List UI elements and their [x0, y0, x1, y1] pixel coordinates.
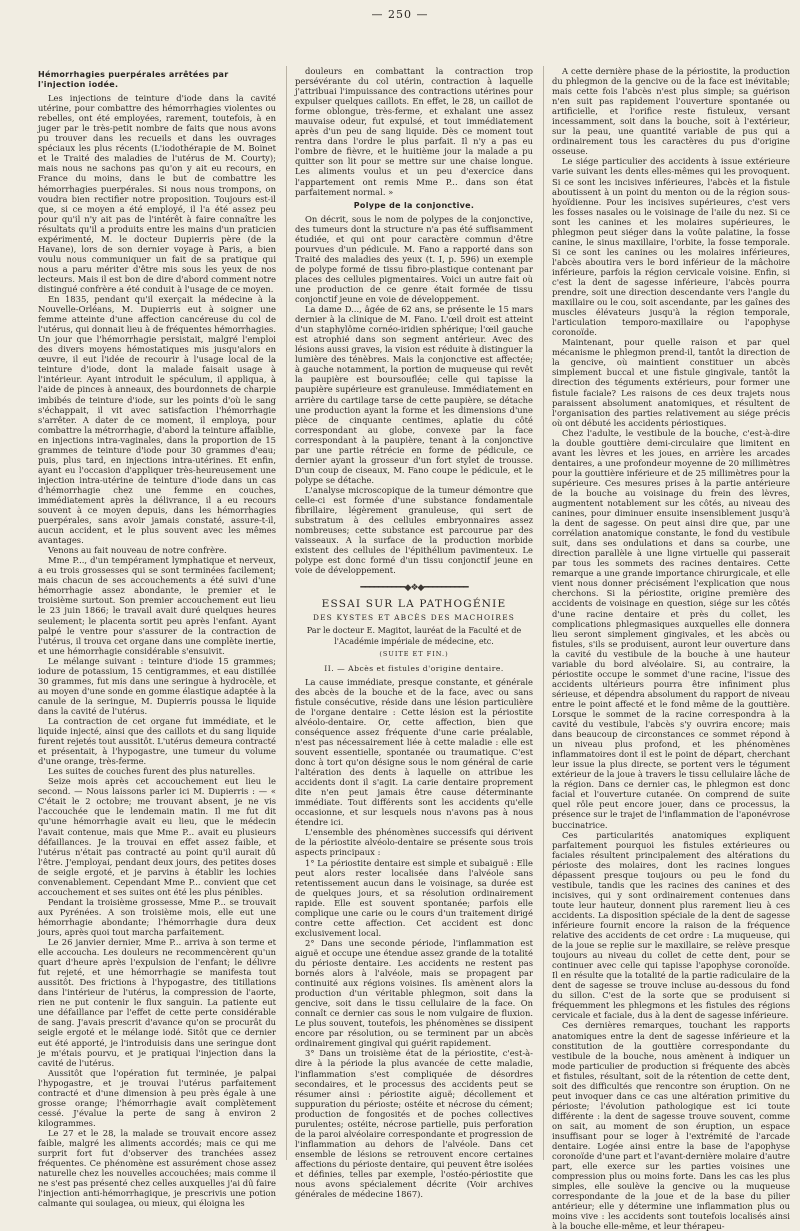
column-1 [38, 66, 276, 1209]
column-2-polype-body [295, 214, 533, 576]
paragraph: La contraction de cet organe fut immédiate, et le liquide injecté, ainsi que des caillots et du sang liquide furent rejetés tout aussitôt. L'utérus demeura contracté et présentait, à l'hypogastre, une tumeur du volume d'une orange, très-ferme. [38, 716, 276, 767]
article-byline: Par le docteur E. Magitot, lauréat de la Faculté et de l'Académie impériale de médecine, etc. [306, 626, 522, 646]
paragraph: Le mélange suivant : teinture d'iode 15 grammes; iodure de potassium, 15 centigrammes, et eau distillée 30 grammes, fut mis dans une seringue à hydrocèle, et au moyen d'une sonde en gomme élastique adaptée à la canule de la seringue, M. Dupierris poussa le liquide dans la cavité de l'utérus. [38, 655, 276, 716]
paragraph: Aussitôt que l'opération fut terminée, je palpai l'hypogastre, et je trouvai l'utérus parfaitement contracté et d'une dimension à peu près égale à une grosse orange; l'hémorrhagie avait complètement cessé. J'évalue la perte de sang à environ 2 kilogrammes. [38, 1067, 276, 1128]
paragraph: Le 26 janvier dernier, Mme P... arriva à son terme et elle accoucha. Les douleurs ne recommencèrent qu'un quart d'heure après l'expulsion de l'enfant; le délivre fut rejeté, et une hémorrhagie se manifesta tout aussitôt. Des frictions à l'hypogastre, des titillations dans l'intérieur de l'utérus, la compression de l'aorte, rien ne put contenir le flux sanguin. La patiente eut une défaillance par l'effet de cette perte considérable de sang. J'avais prescrit d'avance qu'on se procurât du seigle ergoté et le mélange iodé. Sitôt que ce dernier eut été apporté, je l'introduisis dans une seringue dont je m'étais pourvu, et je pratiquai l'injection dans la cavité de l'utérus. [38, 937, 276, 1068]
page-number: — 250 — [0, 8, 800, 21]
paragraph: Ces particularités anatomiques expliquent parfaitement pourquoi les fistules extérieures ou faciales résultent principalement des altérations du périoste des molaires, dont les racines longues dépassent presque toujours ou peu le fond du vestibule, tandis que les racines des canines et des incisives, qui y sont ordinairement contenues dans toute leur hauteur, donnent plus rarement lieu à ces accidents. La disposition spéciale de la dent de sagesse inférieure fournit encore la raison de la fréquence relative des accidents de cet ordre : La muqueuse, qui de la joue se replie sur le maxillaire, se relève presque toujours au niveau du collet de cette dent, pour se continuer avec celle qui tapisse l'apophyse coronoïde. Il en résulte que la totalité de la partie radiculaire de la dent de sagesse se trouve incluse au-dessous du fond du sillon. C'est de la sorte que se produisent si fréquemment les phlegmons et les fistules des régions cervicale et faciale, dus à la dent de sagesse inférieure. [552, 829, 790, 1021]
paragraph: Chez l'adulte, le vestibule de la bouche, c'est-à-dire la double gouttière demi-circulaire que limitent en avant les lèvres et les joues, en arrière les arcades dentaires, a une profondeur moyenne de 20 millimètres pour la gouttière inférieure et de 25 millimètres pour la supérieure. Ces mesures prises à la partie antérieure de la bouche au voisinage du frein des lèvres, augmentent notablement sur les côtés, au niveau des canines, pour diminuer ensuite insensiblement jusqu'à la dent de sagesse. On peut ainsi dire que, par une corrélation anatomique constante, le fond du vestibule suit, dans ses ondulations et dans sa courbe, une direction parallèle à une ligne virtuelle qui passerait par tous les sommets des racines dentaires. Cette remarque a une grande importance chirurgicale, et elle vient nous donner précisément l'explication que nous cherchons. Si la périostite, origine première des accidents de voisinage en question, siége sur les côtés d'une racine dentaire et près du collet, les complications phlegmasiques auxquelles elle donnera lieu seront simplement gingivales, et les abcès ou fistules, s'ils se produisent, auront leur ouverture dans la cavité du vestibule de la bouche à une hauteur variable du bord alvéolaire. Si, au contraire, la périostite occupe le sommet d'une racine, l'issue des accidents ultérieurs pourra être infiniment plus sérieuse, et dépendra absolument du rapport de niveau entre le point affecté et le fond même de la gouttière. Lorsque le sommet de la racine correspondra à la cavité du vestibule, l'abcès s'y ouvrira encore; mais dans beaucoup de circonstances ce sommet répond à un niveau plus profond, et les phénomènes inflammatoires dont il est le point de départ, cherchant leur issue la plus directe, se portent vers le tégument extérieur de la joue à travers le tissu cellulaire lâche de la région. Dans ce dernier cas, le phlegmon est donc facial et l'ouverture cutanée. On comprend de suite quel rôle peut encore jouer, dans ce processus, la présence sur le trajet de l'inflammation de l'aponévrose buccinatrice. [552, 427, 790, 830]
ornament-divider: ━━━━━━━━━━◆❖◆━━━━━━━━━━ [360, 583, 468, 594]
paragraph: Maintenant, pour quelle raison et par quel mécanisme le phlegmon prend-il, tantôt la direction de la gencive, où maintient constituer un abcès simplement buccal et une fistule gingivale, tantôt la direction des téguments extérieurs, pour former une fistule faciale? Les raisons de ces deux trajets nous paraissent absolument anatomiques, et résultent de l'organisation des parties relativement au siége précis où ont débuté les accidents périostiques. [552, 337, 790, 428]
column-3-body [552, 66, 790, 1231]
article-subtitle: DES KYSTES ET ABCÈS DES MACHOIRES [312, 613, 516, 623]
paragraph: A cette dernière phase de la périostite, la production du phlegmon de la gencive ou de la face est inévitable; mais cette fois l'abcès n'est plus simple; sa guérison n'en suit pas rapidement l'ouverture spontanée ou artificielle, et l'orifice reste fistuleux, versant incessamment, soit dans la bouche, soit à l'extérieur, sur la peau, une quantité variable de pus qui a ordinairement tous les caractères du pus d'origine osseuse. [552, 66, 790, 157]
paragraph: Mme P..., d'un tempérament lymphatique et nerveux, a eu trois grossesses qui se sont terminées facilement; mais chacun de ses accouchements a été suivi d'une hémorrhagie assez abondante, le premier et le troisième surtout. Son premier accouchement eut lieu le 23 juin 1866; le travail avait duré quelques heures seulement; le placenta sortit peu après l'enfant. Ayant palpé le ventre pour s'assurer de la contraction de l'utérus, il trouva cet organe dans une complète inertie, et une hémorrhagie considérable s'ensuivit. [38, 555, 276, 656]
paragraph: Le siége particulier des accidents à issue extérieure varie suivant les dents elles-mêmes qui les provoquent. Si ce sont les incisives inférieures, l'abcès et la fistule aboutissent à un point du menton ou de la région sous-hyoïdienne. Pour les incisives supérieures, c'est vers les fosses nasales ou le voisinage de l'aile du nez. Si ce sont les canines et les molaires supérieures, le phlegmon peut siéger dans la voûte palatine, la fosse canine, le sinus maxillaire, l'orbite, la fosse temporale. Si ce sont les canines ou les molaires inférieures, l'abcès aboutira vers le bord inférieur de la mâchoire inférieure, parfois la région cervicale voisine. Enfin, si c'est la dent de sagesse inférieure, l'abcès pourra prendre, soit une direction descendante vers l'angle du maxillaire ou le cou, soit ascendante, par les gaînes des muscles élévateurs jusqu'à la région temporale, l'articulation temporo-maxillaire ou l'apophyse coronoïde. [552, 156, 790, 338]
paragraph: 2° Dans une seconde période, l'inflammation est aiguë et occupe une étendue assez grande de la totalité du périoste dentaire. Les accidents ne restent pas bornés alors à l'alvéole, mais se propagent par continuité aux régions voisines. Ils amènent alors la production d'un véritable phlegmon, soit dans la gencive, soit dans le tissu cellulaire de la face. On connaît ce dernier cas sous le nom vulgaire de fluxion. Le plus souvent, toutefois, les phénomènes se dissipent encore par résolution, ou se terminent par un abcès ordinairement gingival qui guérit rapidement. [295, 937, 533, 1049]
section-heading-hemorrhagies: Hémorrhagies puerpérales arrêtées par l'injection iodée. [38, 70, 229, 90]
paragraph: L'ensemble des phénomènes successifs qui dérivent de la périostite alvéolo-dentaire se présente sous trois aspects principaux : [295, 827, 533, 858]
article-title: ESSAI SUR LA PATHOGÉNIE [321, 598, 507, 611]
paragraph: On décrit, sous le nom de polypes de la conjonctive, des tumeurs dont la structure n'a pas été suffisamment étudiée, et qui ont pour caractère commun d'être pourvues d'un pédicule. M. Fano a rapporté dans son Traité des maladies des yeux (t. I, p. 596) un exemple de polype formé de tissu fibro-plastique contenant par places des cellules pigmentaires. Voici un autre fait où une production de ce genre était formée de tissu conjonctif jeune en voie de développement. [295, 213, 533, 305]
paragraph: 3° Dans un troisième état de la périostite, c'est-à-dire à la période la plus avancée de cette maladie, l'inflammation s'est compliquée de désordres secondaires, et le processus des accidents peut se résumer ainsi : périostite aiguë; décollement et suppuration du périoste; ostéite et nécrose du cément; production de fongosités et de poches collectives purulentes; ostéite, nécrose partielle, puis perforation de la paroi alvéolaire correspondante et progression de l'inflammation au dehors de l'alvéole. Dans cet ensemble de lésions se retrouvent encore certaines affections du périoste dentaire, qui peuvent être isolées et définies, telles par exemple, l'ostéo-périostite que nous avons spécialement décrite (Voir archives générales de médecine 1867). [295, 1048, 533, 1200]
article-suite-note: (SUITE ET FIN.) [379, 649, 449, 658]
column-1-body [38, 93, 276, 1208]
column-2-top-body [295, 66, 533, 197]
paragraph: En 1835, pendant qu'il exerçait la médecine à la Nouvelle-Orléans, M. Dupierris eut à soigner une femme atteinte d'une affection cancéreuse du col de l'utérus, qui donnait lieu à de fréquentes hémorrhagies. Un jour que l'hémorrhagie persistait, malgré l'emploi des divers moyens hémostatiques mis jusqu'alors en œuvre, il eut l'idée de recourir à l'usage local de la teinture d'iode, dont la malade faisait usage à l'intérieur. Ayant introduit le spéculum, il appliqua, à l'aide de pinces à anneaux, des bourdonnets de charpie imbibés de teinture d'iode, sur les points d'où le sang s'échappait, il vit avec satisfaction l'hémorrhagie s'arrêter. A dater de ce moment, il employa, pour combattre la métrorrhagie, d'abord la teinture affaiblie, en injections intra-vaginales, dans la proportion de 15 grammes de teinture d'iode pour 30 grammes d'eau; puis, plus tard, en injections intra-utérines. Et enfin, ayant eu l'occasion d'appliquer très-heureusement une injection intra-utérine de teinture d'iode dans un cas d'hémorrhagie chez une femme en couches, immédiatement après la délivrance, il a eu recours souvent à ce moyen depuis, dans les hémorrhagies puerpérales, sans avoir jamais constaté, assure-t-il, aucun accident, et le plus souvent avec les mêmes avantages. [38, 294, 276, 546]
paragraph: Les injections de teinture d'iode dans la cavité utérine, pour combattre des hémorrhagies violentes ou rebelles, ont été employées, rarement, toutefois, à en juger par le très-petit nombre de faits que nous avons pu trouver dans les recueils et dans les ouvrages spéciaux les plus récents (L'iodothérapie de M. Boinet et le Traité des maladies de l'utérus de M. Courty); mais nous ne sachons pas qu'on y ait eu recours, en France du moins, dans le but de combattre les hémorrhagies puerpérales. Si nous nous trompons, on voudra bien rectifier notre proposition. Toujours est-il que, si ce moyen a été employé, il l'a été assez peu pour qu'il n'y ait pas de l'intérêt à faire connaître les résultats qu'il a produits entre les mains d'un praticien expérimenté, M. le docteur Dupierris père (de la Havane), lors de son dernier voyage à Paris, a bien voulu nous communiquer un fait de sa pratique qui nous a paru mériter d'être mis sous les yeux de nos lecteurs. Mais il est bon de dire d'abord comment notre distingué confrère a été conduit à l'usage de ce moyen. [38, 93, 276, 294]
paragraph: La cause immédiate, presque constante, et générale des abcès de la bouche et de la face, avec ou sans fistule consécutive, réside dans une lésion particulière de l'organe dentaire : Cette lésion est la périostite alvéolo-dentaire. Or, cette affection, bien que conséquence assez fréquente d'une carie préalable, n'est pas nécessairement liée à cette maladie : elle est souvent essentielle, spontanée ou traumatique. C'est donc à tort qu'on désigne sous le nom général de carie l'altération des dents à laquelle on attribue les accidents dont il s'agit. La carie dentaire proprement dite n'en peut jamais être cause déterminante immédiate. Tout différents sont les accidents qu'elle occasionne, et sur lesquels nous n'avons pas à nous étendre ici. [295, 676, 533, 828]
paragraph: Ces dernières remarques, touchant les rapports anatomiques entre la dent de sagesse inférieure et la constitution de la gouttière correspondante du vestibule de la bouche, nous amènent à indiquer un mode particulier de production si fréquente des abcès et fistules, résultant, soit de la rétention de cette dent, soit des difficultés que rencontre son éruption. On ne peut invoquer dans ce cas une altération primitive du périoste; l'évolution pathologique est ici toute différente : la dent de sagesse trouve souvent, comme on sait, au moment de son éruption, un espace insuffisant pour se loger à l'extrémité de l'arcade dentaire. Logée ainsi entre la base de l'apophyse coronoïde d'une part et l'avant-dernière molaire d'autre part, elle exerce sur les parties voisines une compression plus ou moins forte. Dans les cas les plus simples, elle soulève la gencive ou la muqueuse correspondante de la joue et de la base du pilier antérieur; elle y détermine une inflammation plus ou moins vive : les accidents sont toutefois localisés ainsi à la bouche elle-même, et leur thérapeu- [552, 1020, 790, 1231]
paragraph: Seize mois après cet accouchement eut lieu le second. — Nous laissons parler ici M. Dupierris : — « C'était le 2 octobre; me trouvant absent, je ne vis l'accouchée que le lendemain matin. Il me fut dit qu'une hémorrhagie avait eu lieu, que le médecin l'avait contenue, mais que Mme P... avait eu plusieurs défaillances. Je la trouvai en effet assez faible, et l'utérus n'était pas contracté au point qu'il aurait dû l'être. J'employai, pendant deux jours, des petites doses de seigle ergoté, et je parvins à établir les lochies convenablement. Cependant Mme P... convient que cet accouchement et ses suites ont été les plus pénibles. [38, 776, 276, 897]
subsection-heading: II. — Abcès et fistules d'origine dentaire. [324, 663, 504, 673]
paragraph: Pendant la troisième grossesse, Mme P... se trouvait aux Pyrénées. A son troisième mois, elle eut une hémorrhagie abondante; l'hémorrhagie dura deux jours, après quoi tout marcha parfaitement. [38, 896, 276, 937]
columns [38, 66, 790, 1231]
section-heading-polype: Polype de la conjonctive. [353, 200, 475, 210]
paragraph: Venons au fait nouveau de notre confrère. [48, 545, 227, 556]
paragraph: douleurs en combattant la contraction trop persévérante du col utérin, contraction à laquelle j'attribuai l'impuissance des contractions utérines pour expulser quelques caillots. En effet, le 28, un caillot de forme oblongue, très-ferme, et exhalant une assez mauvaise odeur, fut expulsé, et tout immédiatement après d'un peu de sang liquide. Dès ce moment tout rentra dans l'ordre le plus parfait. Il n'y a pas eu l'ombre de fièvre, et le huitième jour la malade a pu quitter son lit pour se mettre sur une chaise longue. Les aliments voulus et un peu d'exercice dans l'appartement ont remis Mme P... dans son état parfaitement normal. » [295, 66, 533, 197]
paragraph: Le 27 et le 28, la malade se trouvait encore assez faible, malgré les aliments accordés; mais ce qui me surprit fort fut d'observer des tranchées assez fréquentes. Ce phénomène est assurément chose assez naturelle chez les nouvelles accouchées; mais comme il ne s'est pas présenté chez celles auxquelles j'ai dû faire l'injection anti-hémorrhagique, je prescrivis une potion calmante qui soulagea, ou mieux, qui éloigna les [38, 1127, 276, 1209]
column-3 [543, 66, 790, 1231]
paragraph: L'analyse microscopique de la tumeur démontre que celle-ci est formée d'une substance fondamentale fibrillaire, légèrement granuleuse, qui sert de substratum à des cellules embryonnaires assez nombreuses; cette substance est parcourue par des vaisseaux. A la surface de la production morbide existent des cellules de l'épithélium pavimenteux. Le polype est donc formé d'un tissu conjonctif jeune en voie de développement. [295, 484, 533, 576]
column-2-article-body [295, 677, 533, 1199]
paragraph: 1° La périostite dentaire est simple et subaiguë : Elle peut alors rester localisée dans l'alvéole sans retentissement aucun dans le voisinage, sa durée est de quelques jours, et sa résolution ordinairement rapide. Elle est souvent spontanée; parfois elle complique une carie ou le cours d'un traitement dirigé contre cette affection. Cet accident est donc exclusivement local. [295, 857, 533, 938]
paragraph: La dame D..., âgée de 62 ans, se présente le 15 mars dernier à la clinique de M. Fano. L'œil droit est atteint d'un staphylôme cornéo-iridien sphérique; l'œil gauche est atrophié dans son segment antérieur. Avec des lésions aussi graves, la vision est réduite à distinguer la lumière des ténèbres. Mais la conjonctive est affectée; à gauche notamment, la portion de muqueuse qui revêt la paupière est boursouflée; celle qui tapisse la paupière supérieure est granuleuse. Immédiatement en arrière du cartilage tarse de cette paupière, se détache une production ayant la forme et les dimensions d'une pièce de cinquante centimes, aplatie du côté correspondant au globe, convexe par la face correspondant à la paupière, tenant à la conjonctive par une partie rétrécie en forme de pédicule, ce dernier ayant la grosseur d'un fort stylet de trousse. D'un coup de ciseaux, M. Fano coupe le pédicule, et le polype se détache. [295, 304, 533, 485]
column-2 [286, 66, 533, 1200]
paragraph: Les suites de couches furent des plus naturelles. [48, 766, 256, 777]
